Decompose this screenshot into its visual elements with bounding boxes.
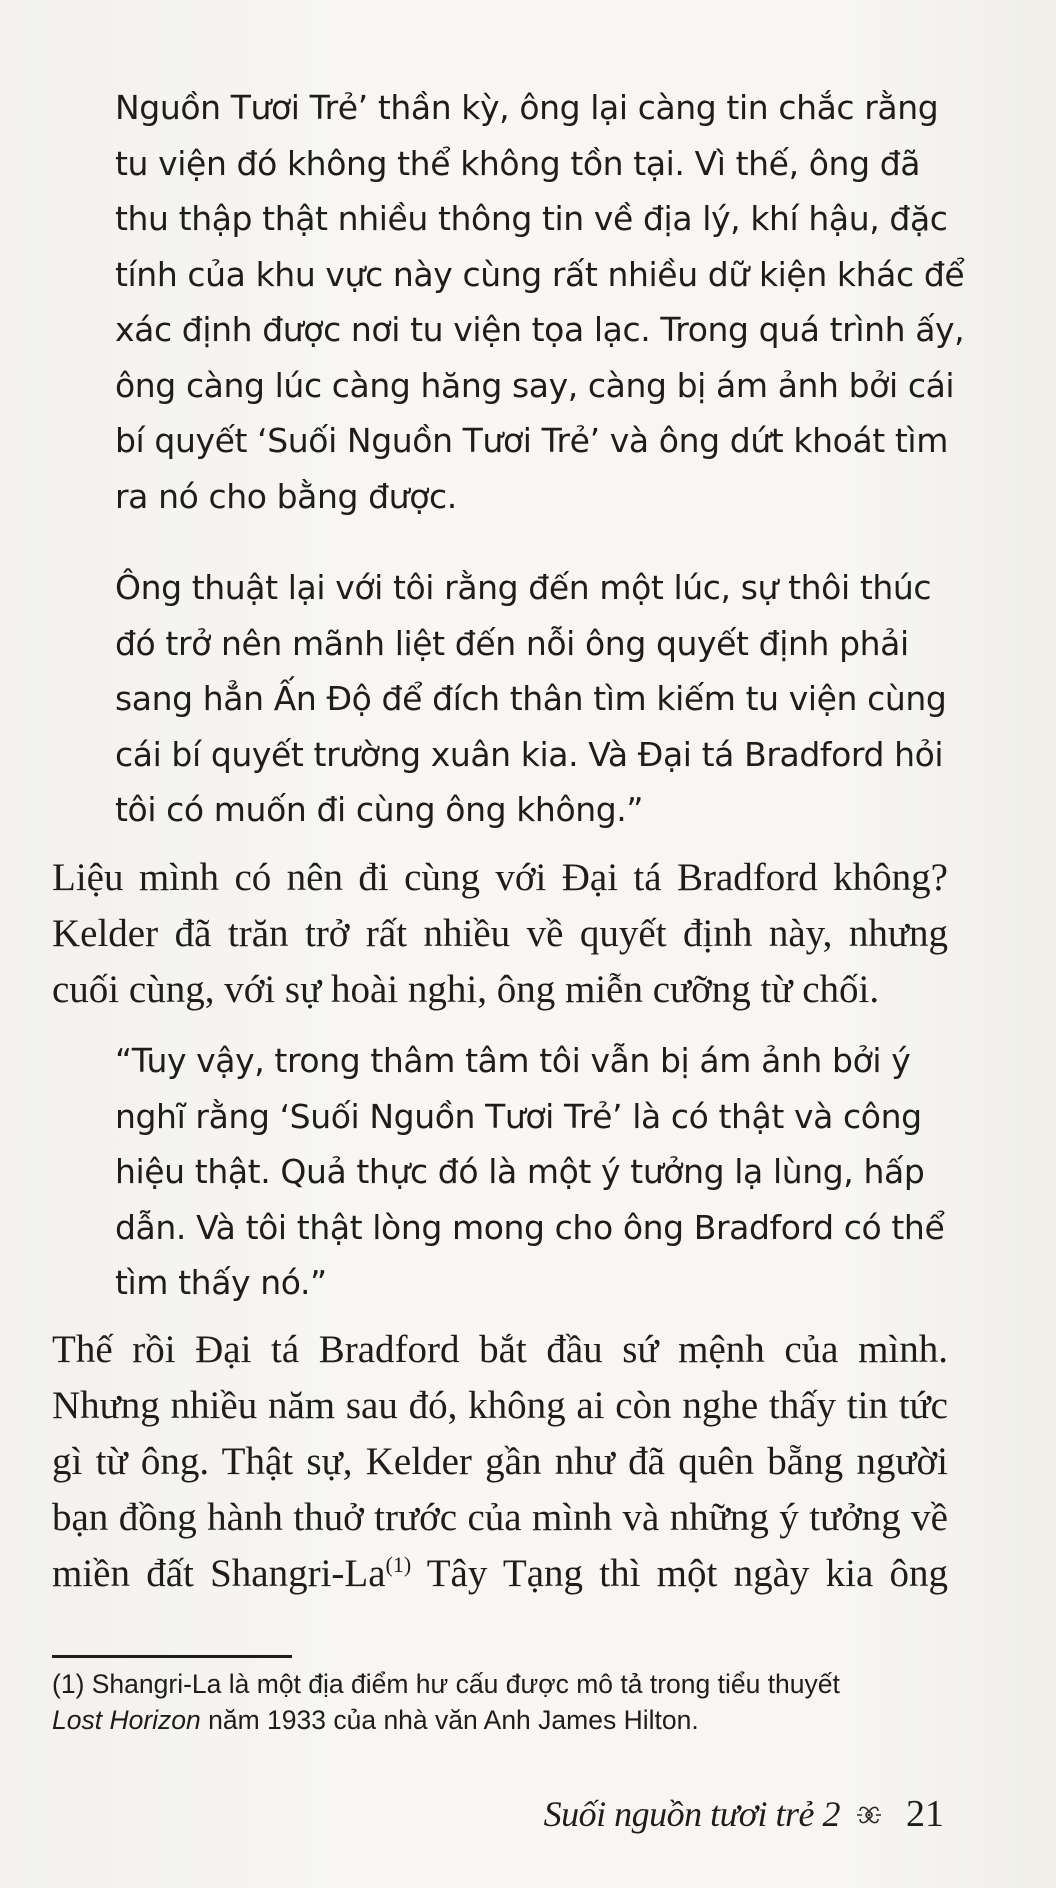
- text-segment: miền đất Shangri-La: [52, 1552, 386, 1595]
- text-line: Kelder đã trăn trở rất nhiều về quyết định này, nhưng: [52, 912, 948, 955]
- footnote-text: năm 1933 của nhà văn Anh James Hilton.: [200, 1705, 699, 1735]
- text-line: Nguồn Tươi Trẻ’ thần kỳ, ông lại càng tin chắc rằng: [115, 88, 939, 127]
- text-line: thu thập thật nhiều thông tin về địa lý, khí hậu, đặc: [115, 199, 948, 238]
- text-line: tôi có muốn đi cùng ông không.”: [115, 790, 644, 829]
- narrative-paragraph-1: [52, 850, 948, 1018]
- text-line: [52, 1546, 948, 1602]
- narrative-paragraph-2: [52, 1322, 948, 1602]
- running-title: Suối nguồn tươi trẻ 2: [543, 1794, 840, 1834]
- quote-paragraph-2: [115, 560, 947, 838]
- text-line: dẫn. Và tôi thật lòng mong cho ông Bradford có thể: [115, 1207, 945, 1247]
- text-line: cái bí quyết trường xuân kia. Và Đại tá Bradford hỏi: [115, 734, 944, 774]
- text-line: ra nó cho bằng được.: [115, 476, 457, 516]
- text-line: sang hẳn Ấn Độ để đích thân tìm kiếm tu viện cùng: [115, 679, 947, 718]
- text-line: hiệu thật. Quả thực đó là một ý tưởng lạ lùng, hấp: [115, 1152, 925, 1191]
- text-line: Nhưng nhiều năm sau đó, không ai còn nghe thấy tin tức: [52, 1384, 948, 1427]
- text-line: Ông thuật lại với tôi rằng đến một lúc, sự thôi thúc: [115, 568, 932, 607]
- running-footer: [544, 1792, 944, 1836]
- footnote: [52, 1666, 952, 1738]
- page-number: 21: [906, 1793, 944, 1835]
- floral-ornament-icon: [854, 1800, 884, 1830]
- book-title: Lost Horizon: [52, 1705, 201, 1735]
- text-line: “Tuy vậy, trong thâm tâm tôi vẫn bị ám ảnh bởi ý: [115, 1041, 911, 1080]
- quote-paragraph-1: [115, 80, 965, 524]
- text-line: xác định được nơi tu viện tọa lạc. Trong quá trình ấy,: [115, 310, 965, 349]
- text-line: cuối cùng, với sự hoài nghi, ông miễn cưỡng từ chối.: [52, 968, 880, 1011]
- text-line: bí quyết ‘Suối Nguồn Tươi Trẻ’ và ông dứt khoát tìm: [115, 421, 948, 460]
- text-line: bạn đồng hành thuở trước của mình và những ý tưởng về: [52, 1496, 948, 1539]
- text-line: nghĩ rằng ‘Suối Nguồn Tươi Trẻ’ là có thật và công: [115, 1096, 922, 1136]
- text-line: gì từ ông. Thật sự, Kelder gần như đã quên bẵng người: [52, 1440, 948, 1483]
- footnote-divider: [52, 1655, 292, 1658]
- text-line: đó trở nên mãnh liệt đến nỗi ông quyết định phải: [115, 623, 909, 663]
- footnote-reference: (1): [385, 1552, 412, 1577]
- text-line: ông càng lúc càng hăng say, càng bị ám ảnh bởi cái: [115, 365, 955, 405]
- text-line: Thế rồi Đại tá Bradford bắt đầu sứ mệnh của mình.: [52, 1328, 948, 1371]
- text-segment: Tây Tạng thì một ngày kia ông: [411, 1552, 948, 1595]
- quote-paragraph-3: [115, 1033, 945, 1311]
- text-line: tính của khu vực này cùng rất nhiều dữ kiện khác để: [115, 254, 965, 294]
- text-line: tu viện đó không thể không tồn tại. Vì thế, ông đã: [115, 143, 921, 183]
- text-line: tìm thấy nó.”: [115, 1263, 327, 1302]
- text-line: Liệu mình có nên đi cùng với Đại tá Bradford không?: [52, 856, 948, 899]
- footnote-text: Shangri-La là một địa điểm hư cấu được mô tả trong tiểu thuyết: [84, 1669, 840, 1699]
- footnote-marker: (1): [52, 1669, 85, 1699]
